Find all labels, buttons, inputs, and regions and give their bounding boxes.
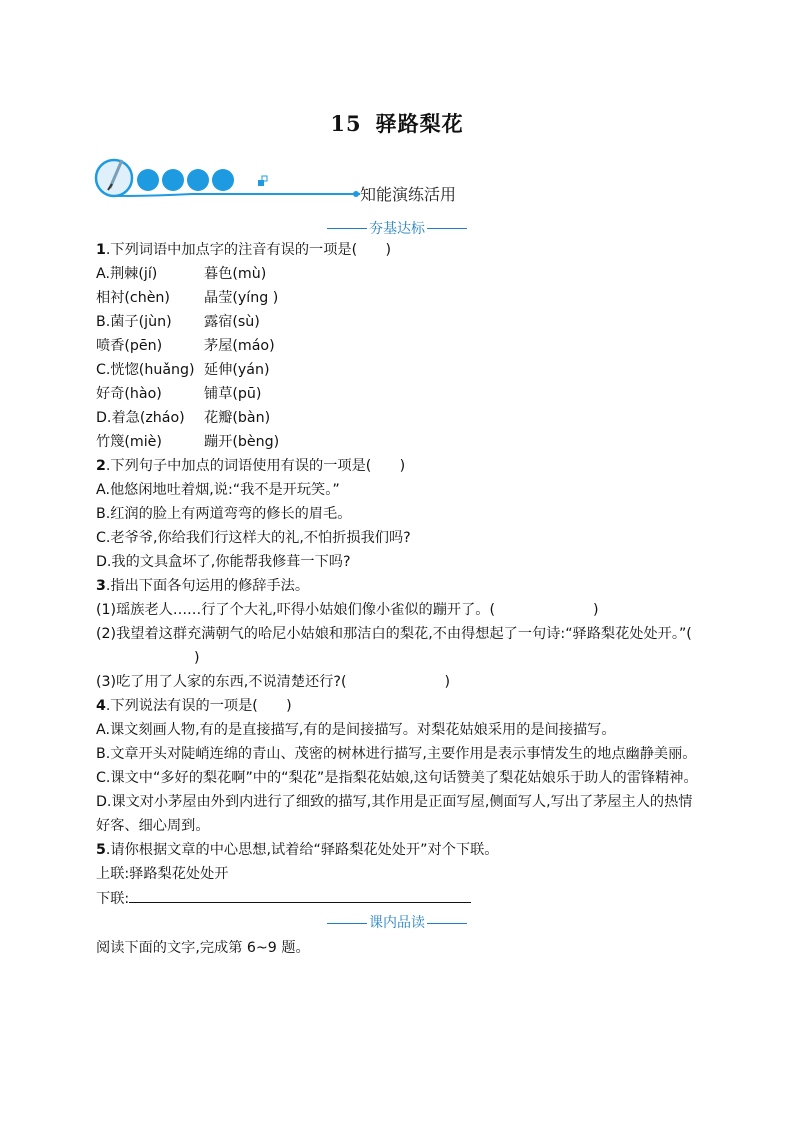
- q2-stem: 2.下列句子中加点的词语使用有误的一项是( ): [96, 458, 406, 474]
- q2-option-a: A.他悠闲地吐着烟,说:“我不是开玩笑。”: [96, 482, 340, 498]
- q1-option-a-2: 相衬(chèn) 晶莹(yíng ): [96, 290, 279, 306]
- q1-option-a: A.荆棘(jí) 暮色(mù): [96, 266, 267, 282]
- q1-option-c-2: 好奇(hào) 铺草(pū): [96, 386, 262, 402]
- q4-option-c: C.课文中“多好的梨花啊”中的“梨花”是指梨花姑娘,这句话赞美了梨花姑娘乐于助人的雷锋精神。: [96, 770, 698, 786]
- lesson-name: 驿路梨花: [375, 111, 464, 136]
- q5-lower-couplet: 下联:: [96, 886, 706, 910]
- q5-upper-couplet: 上联:驿路梨花处处开: [96, 866, 229, 882]
- lesson-number: 15: [330, 111, 362, 136]
- lesson-title: [0, 108, 794, 138]
- q3-item-3: (3)吃了用了人家的东西,不说清楚还行?( ): [96, 674, 451, 690]
- q2-option-c: C.老爷爷,你给我们行这样大的礼,不怕折损我们吗?: [96, 530, 411, 546]
- q1-option-d-2: 竹篾(miè) 蹦开(bèng): [96, 434, 280, 450]
- banner-heading: 知能演练活用: [360, 185, 457, 204]
- q1-option-d: D.着急(zháo) 花瓣(bàn): [96, 410, 271, 426]
- q4-option-d: D.课文对小茅屋由外到内进行了细致的描写,其作用是正面写屋,侧面写人,写出了茅屋主人的热情好客、细心周到。: [96, 794, 693, 834]
- q3-stem: 3.指出下面各句运用的修辞手法。: [96, 578, 310, 594]
- q1-option-b: B.菌子(jùn) 露宿(sù): [96, 314, 260, 330]
- section-heading-basic: 夯基达标: [0, 218, 794, 238]
- q4-option-b: B.文章开头对陡峭连绵的青山、茂密的树林进行描写,主要作用是表示事情发生的地点幽静美丽。: [96, 746, 697, 762]
- q2-option-d: D.我的文具盒坏了,你能帮我修葺一下吗?: [96, 554, 351, 570]
- q3-item-1: (1)瑶族老人……行了个大礼,吓得小姑娘们像小雀似的蹦开了。( ): [96, 602, 599, 618]
- q4-stem: 4.下列说法有误的一项是( ): [96, 698, 292, 714]
- q5-stem: 5.请你根据文章的中心思想,试着给“驿路梨花处处开”对个下联。: [96, 842, 499, 858]
- q1-option-c: C.恍惚(huǎng) 延伸(yán): [96, 362, 270, 378]
- q3-item-2: (2)我望着这群充满朝气的哈尼小姑娘和那洁白的梨花,不由得想起了一句诗:“驿路梨花处处开。”(): [96, 626, 692, 666]
- q2-option-b: B.红润的脸上有两道弯弯的修长的眉毛。: [96, 506, 352, 522]
- questions: [96, 238, 706, 960]
- q4-option-a: A.课文刻画人物,有的是直接描写,有的是间接描写。对梨花姑娘采用的是间接描写。: [96, 722, 616, 738]
- section-heading-reading: 课内品读: [0, 912, 794, 934]
- answer-line[interactable]: [129, 886, 471, 903]
- reading-intro: 阅读下面的文字,完成第 6~9 题。: [96, 940, 310, 956]
- q1-stem: 1.下列词语中加点字的注音有误的一项是( ): [96, 242, 392, 258]
- q1-option-b-2: 喷香(pēn) 茅屋(máo): [96, 338, 275, 354]
